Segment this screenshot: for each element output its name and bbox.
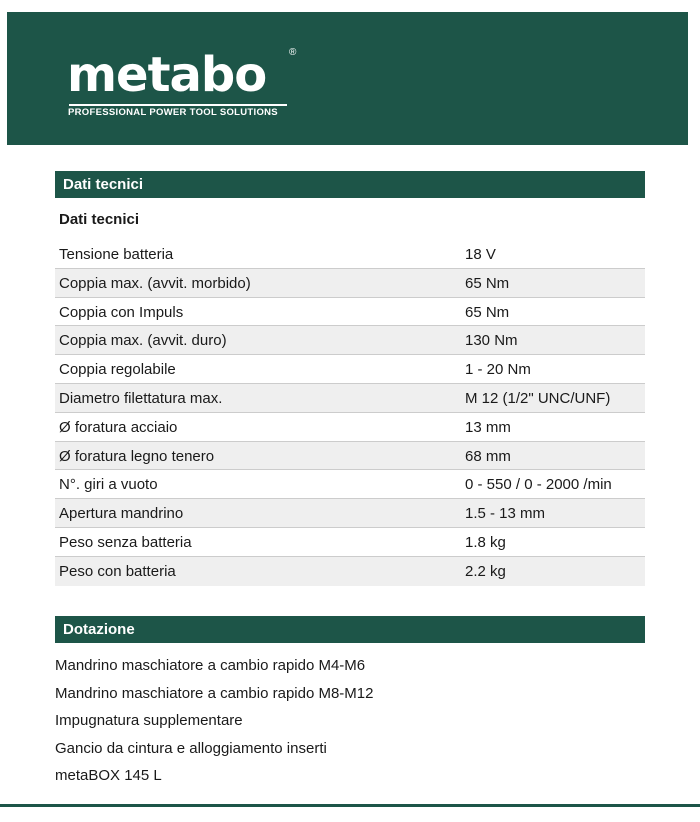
spec-row [55,298,645,327]
spec-value: 130 Nm [465,332,518,350]
spec-row [55,269,645,298]
spec-label: Peso senza batteria [59,533,192,551]
equipment-item: Impugnatura supplementare [55,712,243,729]
equipment-item: metaBOX 145 L [55,767,162,784]
spec-value: 1.8 kg [465,533,506,551]
brand-header [7,12,688,145]
spec-value: 2.2 kg [465,562,506,580]
spec-label: Tensione batteria [59,246,174,263]
registered-mark: ® [289,47,297,58]
spec-row [55,240,645,269]
spec-label: Peso con batteria [59,562,176,580]
equipment-item: Mandrino maschiatore a cambio rapido M4-M6 [55,657,366,674]
spec-label: Ø foratura legno tenero [59,447,215,465]
spec-label: Apertura mandrino [59,505,184,523]
spec-value: 13 mm [465,418,511,436]
equipment-section-heading: Dotazione [55,616,645,643]
spec-row [55,528,645,557]
spec-value: 1 - 20 Nm [465,361,531,379]
spec-value: 18 V [465,246,496,263]
spec-label: Diametro filettatura max. [59,389,223,407]
spec-table [55,240,645,586]
spec-value: 65 Nm [465,303,510,321]
spec-label: Coppia con Impuls [59,303,184,321]
logo-wordmark: metabo [67,47,267,103]
footer-divider [0,804,700,807]
specs-section-heading: Dati tecnici [55,171,645,198]
spec-value: 65 Nm [465,274,510,292]
spec-label: Coppia max. (avvit. morbido) [59,274,251,292]
equipment-item: Mandrino maschiatore a cambio rapido M8-M12 [55,684,374,702]
spec-row [55,384,645,413]
specs-subheading: Dati tecnici [59,211,140,228]
spec-value: M 12 (1/2" UNC/UNF) [465,389,611,407]
spec-label: Ø foratura acciaio [59,418,178,436]
spec-label: Coppia max. (avvit. duro) [59,332,227,350]
spec-label: Coppia regolabile [59,361,176,379]
spec-label: N°. giri a vuoto [59,476,158,494]
spec-row [55,557,645,586]
spec-value: 0 - 550 / 0 - 2000 /min [465,476,612,494]
logo-tagline: PROFESSIONAL POWER TOOL SOLUTIONS [68,107,278,118]
spec-row [55,442,645,471]
equipment-item: Gancio da cintura e alloggiamento inserti [55,739,327,757]
logo-divider [69,104,287,106]
spec-row [55,470,645,499]
spec-row [55,499,645,528]
spec-row [55,413,645,442]
spec-row [55,326,645,355]
spec-row [55,355,645,384]
spec-value: 68 mm [465,447,511,465]
spec-value: 1.5 - 13 mm [465,505,546,523]
equipment-list [55,652,645,790]
